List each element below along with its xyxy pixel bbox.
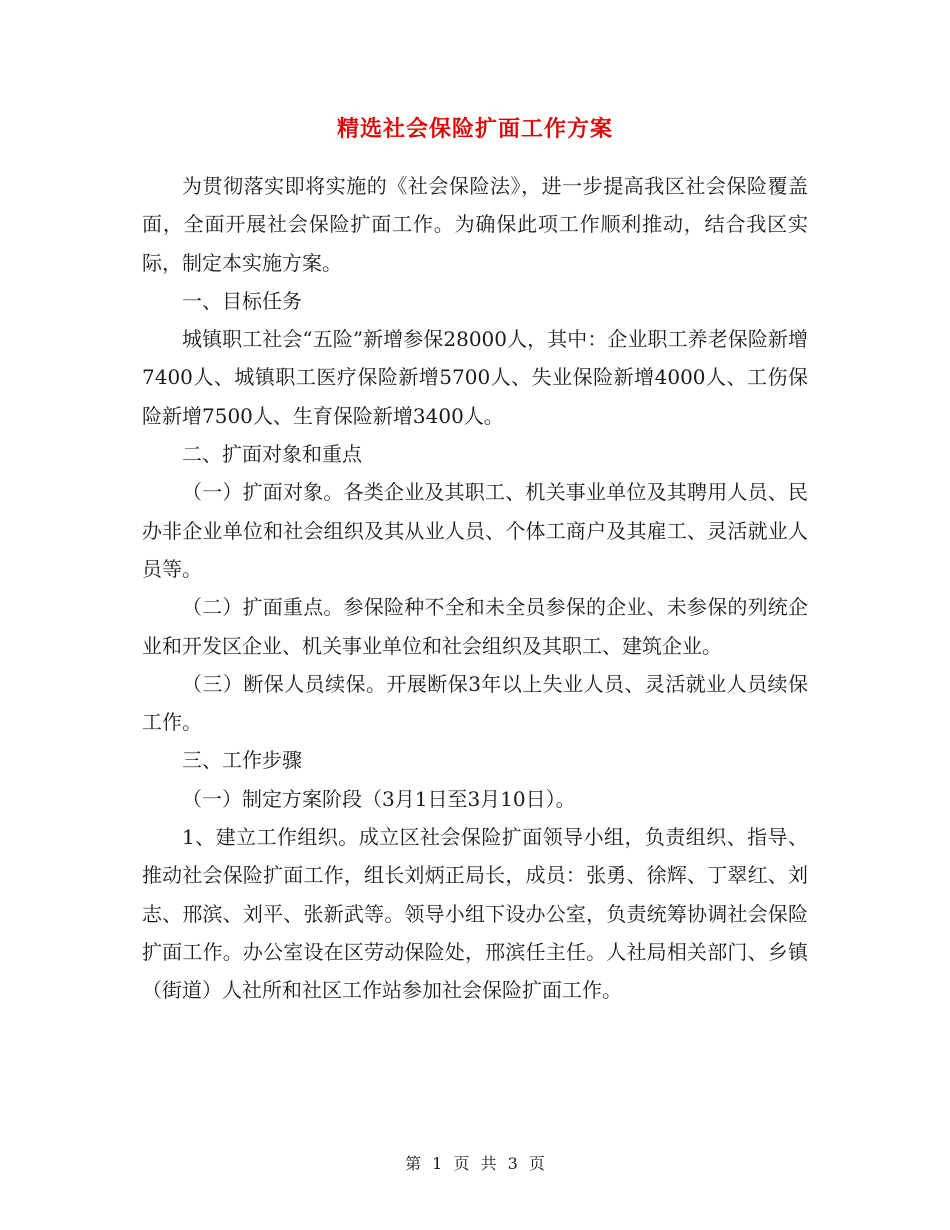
scope-targets-paragraph: （一）扩面对象。各类企业及其职工、机关事业单位及其聘用人员、民办非企业单位和社会组织及其从业人员、个体工商户及其雇工、灵活就业人员等。 [142,480,808,581]
section-heading-goals: 一、目标任务 [182,288,302,313]
document-title: 精选社会保险扩面工作方案 [336,116,613,142]
steps-phase-paragraph: （一）制定方案阶段（3月1日至3月10日）。 [182,786,576,811]
goals-paragraph: 城镇职工社会“五险”新增参保28000人，其中：企业职工养老保险新增7400人、城镇职工医疗保险新增5700人、失业保险新增4000人、工伤保险新增7500人、生育保险新增3400人。 [142,327,808,428]
section-heading-scope: 二、扩面对象和重点 [182,442,362,467]
document-body [142,167,808,1010]
scope-focus-paragraph: （二）扩面重点。参保险种不全和未全员参保的企业、未参保的列统企业和开发区企业、机关事业单位和社会组织及其职工、建筑企业。 [142,595,808,658]
steps-organization-paragraph: 1、建立工作组织。成立区社会保险扩面领导小组，负责组织、指导、推动社会保险扩面工作，组长刘炳正局长，成员：张勇、徐辉、丁翠红、刘志、邢滨、刘平、张新武等。领导小组下设办公室，负责统筹协调社会保险扩面工作。办公室设在区劳动保险处，邢滨任主任。人社局相关部门、乡镇（街道）人社所和社区工作站参加社会保险扩面工作。 [142,825,808,1003]
intro-paragraph: 为贯彻落实即将实施的《社会保险法》，进一步提高我区社会保险覆盖面，全面开展社会保险扩面工作。为确保此项工作顺利推动，结合我区实际，制定本实施方案。 [142,174,808,275]
scope-renewal-paragraph: （三）断保人员续保。开展断保3年以上失业人员、灵活就业人员续保工作。 [142,671,808,735]
page-footer: 第 1 页 共 3 页 [405,1154,545,1173]
section-heading-steps: 三、工作步骤 [182,748,302,773]
